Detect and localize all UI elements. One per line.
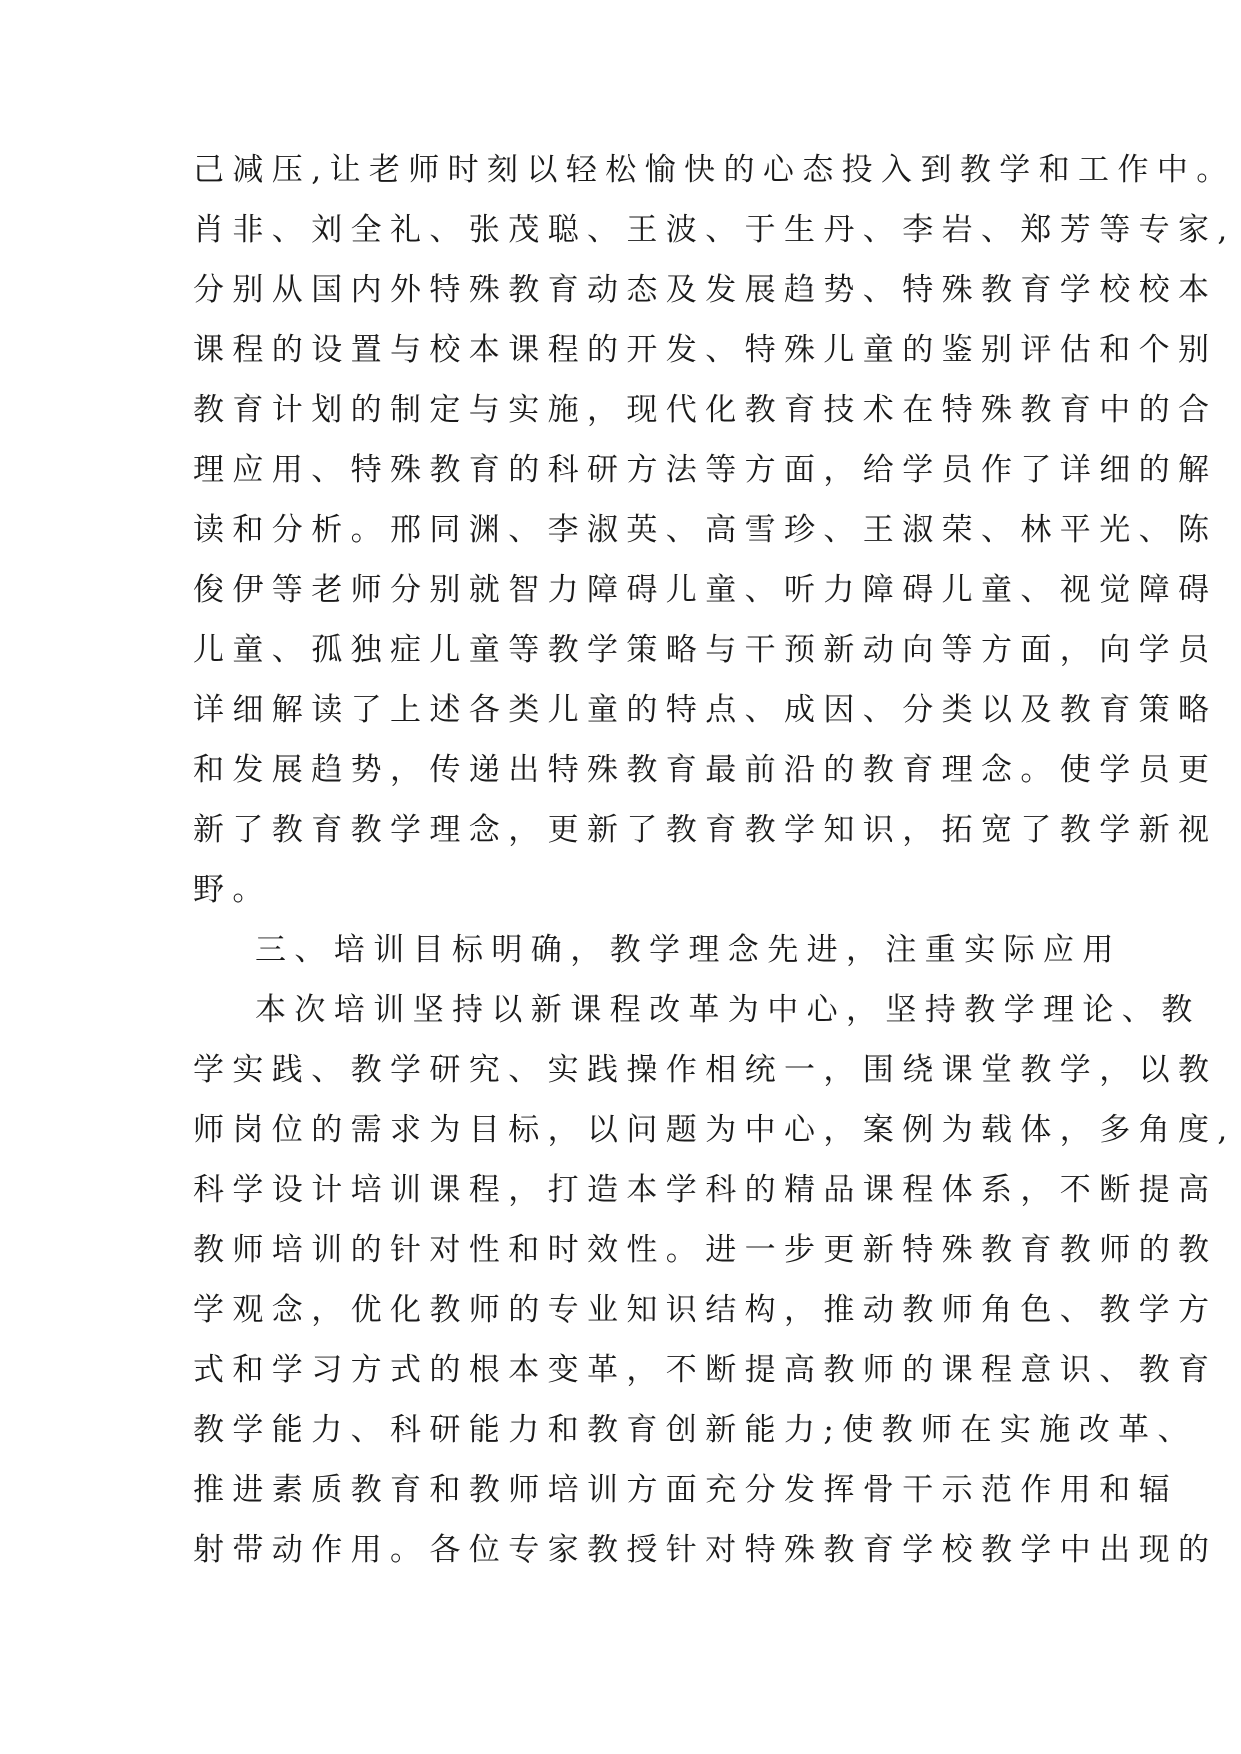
text-line: 分别从国内外特殊教育动态及发展趋势、特殊教育学校校本	[193, 272, 1218, 308]
text-line: 本次培训坚持以新课程改革为中心，坚持教学理论、教	[255, 992, 1201, 1028]
text-line: 野。	[193, 872, 272, 908]
text-line: 教师培训的针对性和时效性。进一步更新特殊教育教师的教	[193, 1232, 1218, 1268]
text-line: 式和学习方式的根本变革，不断提高教师的课程意识、教育	[193, 1352, 1218, 1388]
text-line: 学实践、教学研究、实践操作相统一，围绕课堂教学，以教	[193, 1052, 1218, 1088]
text-line: 师岗位的需求为目标，以问题为中心，案例为载体，多角度,	[193, 1112, 1236, 1148]
text-line: 详细解读了上述各类儿童的特点、成因、分类以及教育策略	[193, 692, 1218, 728]
text-line: 新了教育教学理念，更新了教育教学知识，拓宽了教学新视	[193, 812, 1218, 848]
text-line: 肖非、刘全礼、张茂聪、王波、于生丹、李岩、郑芳等专家,	[193, 212, 1236, 248]
text-line: 教育计划的制定与实施，现代化教育技术在特殊教育中的合	[193, 392, 1218, 428]
text-line: 课程的设置与校本课程的开发、特殊儿童的鉴别评估和个别	[193, 332, 1218, 368]
text-line: 科学设计培训课程，打造本学科的精品课程体系，不断提高	[193, 1172, 1218, 1208]
text-line: 学观念，优化教师的专业知识结构，推动教师角色、教学方	[193, 1292, 1218, 1328]
text-line: 儿童、孤独症儿童等教学策略与干预新动向等方面，向学员	[193, 632, 1218, 668]
text-line: 射带动作用。各位专家教授针对特殊教育学校教学中出现的	[193, 1532, 1218, 1568]
text-line: 教学能力、科研能力和教育创新能力;使教师在实施改革、	[193, 1412, 1197, 1448]
text-line: 理应用、特殊教育的科研方法等方面，给学员作了详细的解	[193, 452, 1218, 488]
text-line: 读和分析。邢同渊、李淑英、高雪珍、王淑荣、林平光、陈	[193, 512, 1218, 548]
text-line: 推进素质教育和教师培训方面充分发挥骨干示范作用和辐	[193, 1472, 1178, 1508]
section-heading: 三、培训目标明确，教学理念先进，注重实际应用	[255, 932, 1122, 968]
text-line: 俊伊等老师分别就智力障碍儿童、听力障碍儿童、视觉障碍	[193, 572, 1218, 608]
text-line: 和发展趋势，传递出特殊教育最前沿的教育理念。使学员更	[193, 752, 1218, 788]
text-line: 己减压,让老师时刻以轻松愉快的心态投入到教学和工作中。	[193, 152, 1236, 188]
